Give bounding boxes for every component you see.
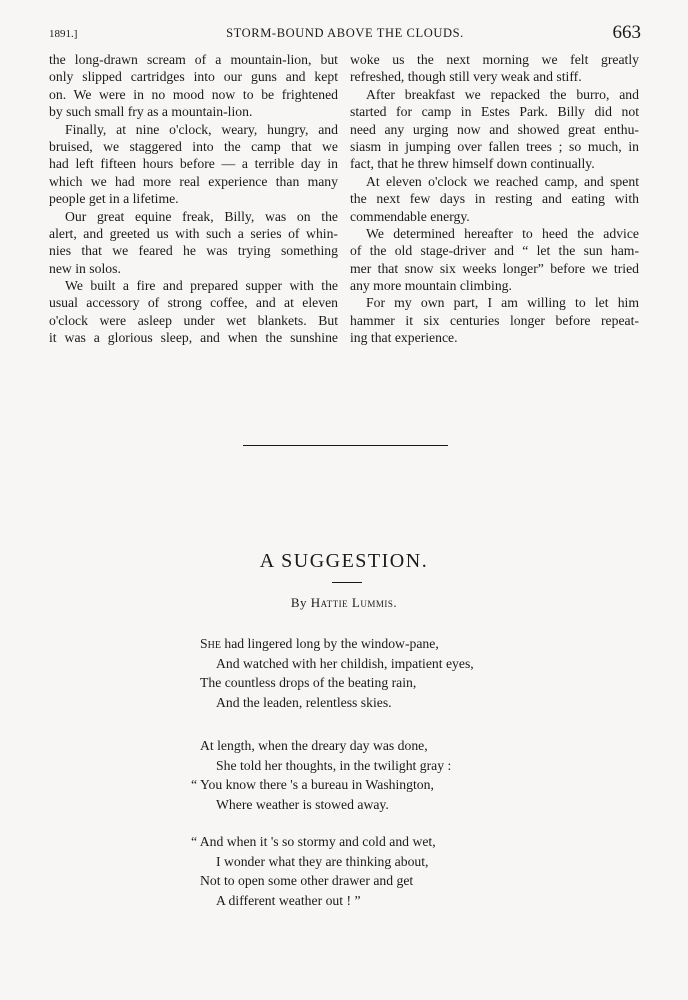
poem-line: “ And when it 's so stormy and cold and wet, — [191, 834, 436, 849]
poem-line: I wonder what they are thinking about, — [216, 853, 429, 869]
text-line: ing that experience. — [350, 330, 458, 346]
text-line: which we had more real experience than many — [49, 173, 338, 189]
text-line: o'clock were asleep under wet blankets. But — [49, 312, 338, 328]
byline — [0, 595, 688, 611]
left-text-column — [49, 51, 338, 347]
poem-line: The countless drops of the beating rain, — [200, 675, 417, 690]
stanza-2 — [191, 736, 620, 814]
text-line: people get in a lifetime. — [49, 191, 179, 207]
text-line: need any urging now and showed great enthu- — [350, 121, 639, 137]
text-line: started for camp in Estes Park. Billy did not — [350, 104, 639, 120]
poem-line — [200, 634, 620, 654]
text-line: We built a fire and prepared supper with the — [65, 278, 338, 294]
header-year: 1891.] — [49, 28, 78, 40]
text-line: alert, and greeted us with such a series of whin- — [49, 225, 338, 241]
running-header — [49, 22, 641, 46]
stanza-3 — [191, 832, 620, 910]
text-line: only slipped cartridges into our guns and kept — [49, 69, 338, 85]
poem-title: A SUGGESTION. — [259, 550, 429, 572]
text-line: fact, that he threw himself down continually. — [350, 156, 595, 172]
drop-word: She — [200, 636, 221, 651]
poem-line: “ You know there 's a bureau in Washington, — [191, 777, 434, 792]
text-line: the long-drawn scream of a mountain-lion, but — [49, 52, 338, 67]
poem-line: At length, when the dreary day was done, — [200, 738, 428, 753]
text-line: had left fifteen hours before — a terrible day in — [49, 156, 338, 172]
text-line: on. We were in no mood now to be frightened — [49, 86, 338, 102]
poem-line-text: had lingered long by the window-pane, — [220, 636, 439, 651]
poem-line: Not to open some other drawer and get — [200, 873, 414, 888]
text-line: hammer it six centuries longer before repeat- — [350, 312, 639, 328]
text-line: nies that we feared he was trying something — [49, 243, 338, 259]
text-line: After breakfast we repacked the burro, and — [366, 86, 639, 102]
text-line: any more mountain climbing. — [350, 278, 512, 294]
text-line: usual accessory of strong coffee, and at eleven — [49, 295, 338, 311]
title-rule — [332, 582, 362, 583]
page-number: 663 — [612, 22, 641, 43]
text-line: commendable energy. — [350, 208, 470, 224]
text-line: mer that snow six weeks longer” before we tried — [350, 260, 639, 276]
poem-line: And watched with her childish, impatient eyes, — [216, 655, 474, 671]
text-line: Our great equine freak, Billy, was on the — [65, 208, 338, 224]
text-line: For my own part, I am willing to let him — [366, 295, 639, 311]
byline-prefix: By — [290, 595, 308, 610]
text-line: the next few days in resting and eating with — [350, 191, 639, 207]
section-divider — [243, 445, 448, 446]
text-line: Finally, at nine o'clock, weary, hungry, and — [65, 121, 338, 137]
text-line: it was a glorious sleep, and when the sunshine — [49, 330, 338, 346]
poem-line: And the leaden, relentless skies. — [216, 694, 392, 710]
header-title: STORM-BOUND ABOVE THE CLOUDS. — [226, 26, 464, 40]
text-line: refreshed, though still very weak and stiff. — [350, 69, 582, 85]
poem-line: She told her thoughts, in the twilight gray : — [216, 757, 452, 773]
author-name: Hattie Lummis. — [310, 595, 398, 610]
stanza-1 — [200, 634, 620, 712]
text-line: new in solos. — [49, 260, 121, 276]
text-line: siasm in jumping over fallen trees ; so much, in — [350, 138, 639, 154]
text-line: We determined hereafter to heed the advice — [366, 225, 639, 241]
text-line: by such small fry as a mountain-lion. — [49, 104, 253, 120]
poem-line: Where weather is stowed away. — [216, 796, 389, 812]
poem-line: A different weather out ! ” — [216, 892, 361, 908]
text-line: At eleven o'clock we reached camp, and spent — [366, 173, 639, 189]
text-line: of the old stage-driver and “ let the sun ham- — [350, 243, 639, 259]
text-line: woke us the next morning we felt greatly — [350, 52, 639, 67]
text-line: bruised, we staggered into the camp that we — [49, 138, 338, 154]
right-text-column — [350, 51, 639, 347]
